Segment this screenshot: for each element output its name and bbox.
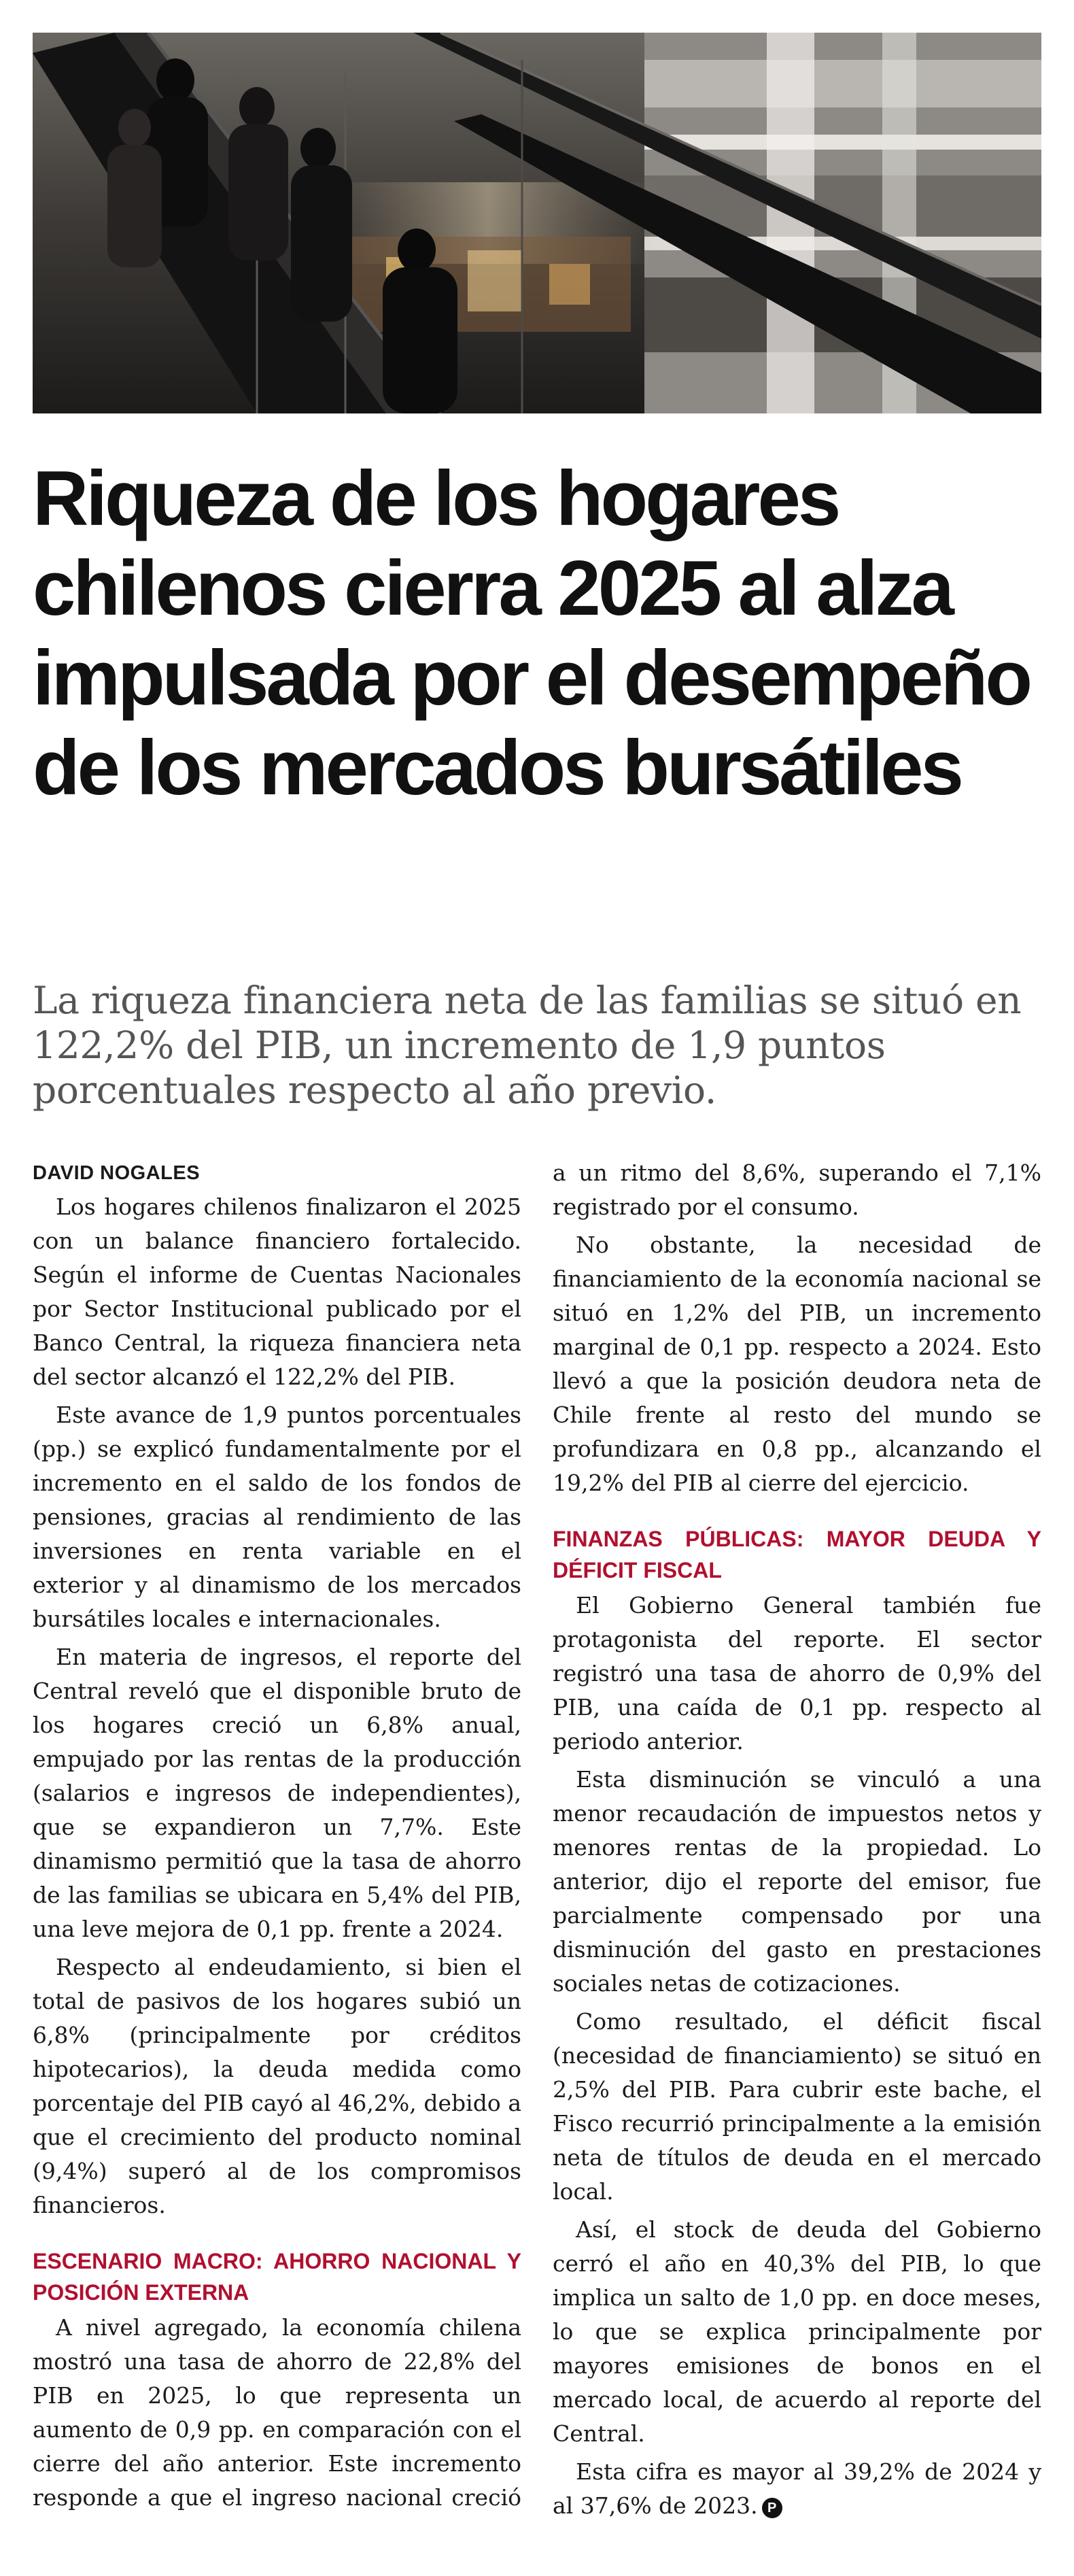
last-paragraph-text: Esta cifra es mayor al 39,2% de 2024 y al 37,6% de 2023. [553, 2458, 1041, 2519]
article-photo [33, 33, 1041, 413]
body-paragraph: Respecto al endeudamiento, si bien el total de pasivos de los hogares subió un 6,8% (principalmente por créditos hipotecarios), la deuda medida como porcentaje del PIB cayó al 46,2%, debido a que el crecimiento del producto nominal (9,4%) superó al de los compromisos financieros. [33, 1954, 521, 2218]
body-paragraph: Así, el stock de deuda del Gobierno cerró el año en 40,3% del PIB, lo que implica un salto de 1,0 pp. en doce meses, lo que se explica principalmente por mayores emisiones de bonos en el mercado local, de acuerdo al reporte del Central. [553, 2216, 1041, 2447]
mall-escalator-photo-icon [33, 33, 1041, 413]
article-headline: Riqueza de los hogares chilenos cierra 2025 al alza impulsada por el desempeño de los mercados bursátiles [33, 456, 1030, 811]
byline: DAVID NOGALES [33, 1162, 201, 1184]
body-paragraph: Este avance de 1,9 puntos porcentuales (pp.) se explicó fundamentalmente por el incremento en el saldo de los fondos de pensiones, gracias al rendimiento de las inversiones en renta variable en el exterior y al dinamismo de los mercados bursátiles locales e internacionales. [33, 1402, 521, 1632]
body-paragraph: Esta disminución se vinculó a una menor recaudación de impuestos netos y menores rentas de la propiedad. Lo anterior, dijo el reporte del emisor, fue parcialmente compensado por una disminución del gasto en prestaciones sociales netas de cotizaciones. [553, 1766, 1041, 1997]
article-deck: La riqueza financiera neta de las familias se situó en 122,2% del PIB, un incremento de 1,9 puntos porcentuales respecto al año previo. [33, 979, 1022, 1112]
body-paragraph: Como resultado, el déficit fiscal (necesidad de financiamiento) se situó en 2,5% del PIB. Para cubrir este bache, el Fisco recurrió principalmente a la emisión neta de títulos de deuda en el mercado local. [553, 2008, 1041, 2205]
body-paragraph: A nivel agregado, la economía chilena mostró una tasa de ahorro de 22,8% del PIB en 2025, lo que representa un aumento de 0,9 pp. en comparación con el cierre del año anterior. Este incremento responde a que el ingreso nacional creció a un ritmo del 8,6%, superando el 7,1% registrado por el consumo. [33, 1159, 1041, 2511]
body-paragraph: El Gobierno General también fue protagonista del reporte. El sector registró una tasa de ahorro de 0,9% del PIB, una caída de 0,1 pp. respecto al periodo anterior. [553, 1592, 1041, 1755]
body-paragraph: Los hogares chilenos finalizaron el 2025 con un balance financiero fortalecido. Según el informe de Cuentas Nacionales por Sector Institucional publicado por el Banco Central, la riqueza financiera neta del sector alcanzó el 122,2% del PIB. [33, 1193, 521, 1390]
article-body [33, 1156, 1041, 2543]
section-heading-macro: ESCENARIO MACRO: AHORRO NACIONAL Y POSICIÓN EXTERNA [33, 2249, 521, 2305]
body-paragraph-last [553, 2455, 1041, 2523]
end-mark-icon: P [762, 2498, 782, 2518]
body-paragraph: En materia de ingresos, el reporte del Central reveló que el disponible bruto de los hogares creció un 6,8% anual, empujado por las rentas de la producción (salarios e ingresos de independientes), que se expandieron un 7,7%. Este dinamismo permitió que la tasa de ahorro de las familias se ubicara en 5,4% del PIB, una leve mejora de 0,1 pp. frente a 2024. [33, 1644, 521, 1942]
body-paragraph: No obstante, la necesidad de financiamiento de la economía nacional se situó en 1,2% del PIB, un incremento marginal de 0,1 pp. respecto a 2024. Esto llevó a que la posición deudora neta de Chile frente al resto del mundo se profundizara en 0,8 pp., alcanzando el 19,2% del PIB al cierre del ejercicio. [553, 1232, 1041, 1496]
section-heading-fiscal: FINANZAS PÚBLICAS: MAYOR DEUDA Y DÉFICIT FISCAL [553, 1527, 1041, 1582]
